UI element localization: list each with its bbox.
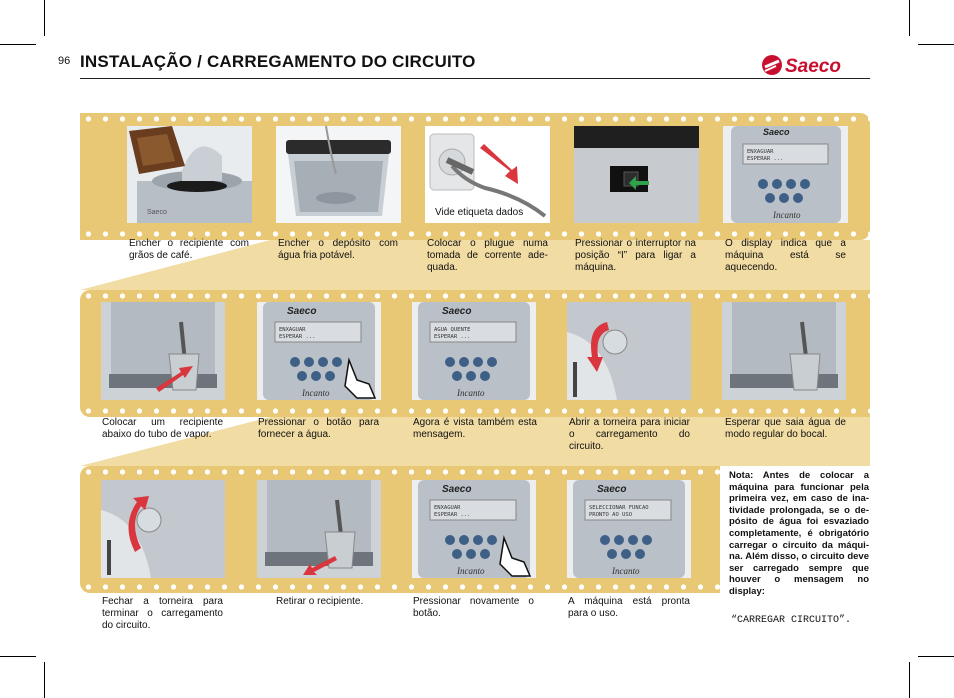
page-number: 96: [58, 55, 71, 67]
svg-text:Saeco: Saeco: [442, 306, 472, 317]
caption-step-3: Colocar o plugue numa tomada de corrente ade-quada.: [427, 238, 548, 273]
caption-step-13: Pressionar novamente o botão.: [413, 596, 534, 619]
svg-text:Incanto: Incanto: [612, 566, 640, 576]
svg-text:ENXAGUAR: ENXAGUAR: [747, 149, 774, 155]
svg-text:PRONTO AO USO: PRONTO AO USO: [589, 512, 633, 518]
photo-display-hot-water: [412, 302, 536, 400]
caption-step-9: Abrir a torneira para iniciar o carregamento do circuito.: [569, 417, 690, 452]
logo-wordmark: Saeco: [785, 56, 841, 77]
label-photo-vide-etiqueta: Vide etiqueta dados: [435, 207, 524, 218]
caption-step-4: Pressionar o interruptor na posição “I” para ligar a máquina.: [575, 238, 696, 273]
photo-fill-beans: [127, 126, 252, 223]
photo-press-water-button: [257, 302, 381, 400]
svg-text:ESPERAR ...: ESPERAR ...: [279, 334, 316, 340]
svg-text:Saeco: Saeco: [597, 484, 627, 495]
photo-open-tap: [567, 302, 691, 400]
svg-text:Saeco: Saeco: [763, 127, 790, 137]
svg-text:AGUA QUENTE: AGUA QUENTE: [434, 327, 471, 333]
svg-text:Saeco: Saeco: [442, 484, 472, 495]
svg-text:ESPERAR ...: ESPERAR ...: [434, 334, 471, 340]
photo-remove-container: [257, 480, 381, 578]
svg-text:ESPERAR ...: ESPERAR ...: [434, 512, 471, 518]
caption-step-11: Fechar a torneira para terminar o carregamento do circuito.: [102, 596, 223, 631]
photo-press-button-again: [412, 480, 536, 578]
svg-text:Incanto: Incanto: [457, 566, 485, 576]
caption-step-12: Retirar o recipiente.: [276, 596, 364, 607]
caption-step-6: Colocar um recipiente abaixo do tubo de vapor.: [102, 417, 223, 440]
svg-text:Incanto: Incanto: [457, 388, 485, 398]
photo-close-tap: [101, 480, 225, 578]
svg-text:ENXAGUAR: ENXAGUAR: [434, 505, 461, 511]
note-display-message: “CARREGAR CIRCUITO”.: [731, 615, 852, 626]
caption-step-5: O display indica que a máquina está se aquecendo.: [725, 238, 846, 273]
svg-text:Incanto: Incanto: [773, 210, 801, 220]
photo-container-under-steam: [101, 302, 225, 400]
photo-fill-water: [276, 126, 401, 223]
page-title: INSTALAÇÃO / CARREGAMENTO DO CIRCUITO: [80, 52, 476, 71]
photo-water-flowing: [722, 302, 846, 400]
photo-plug: [425, 126, 550, 223]
svg-text:Saeco: Saeco: [147, 209, 167, 216]
note-text: Nota: Antes de colocar a máquina para funcionar pela primeira vez, em caso de ina-tividade prolongada, se o de-pósito de água foi esvaziado completamente, é obrigatório carregar o circuito da máqui-na. Além disso, o circuito deve ser carregado sempre que houver o mensagem no display:: [729, 470, 869, 597]
svg-text:ESPERAR ...: ESPERAR ...: [747, 156, 784, 162]
svg-text:ENXAGUAR: ENXAGUAR: [279, 327, 306, 333]
svg-text:Saeco: Saeco: [287, 306, 317, 317]
caption-step-1: Encher o recipiente com grãos de café.: [129, 238, 249, 261]
photo-display-ready: [567, 480, 691, 578]
caption-step-8: Agora é vista também esta mensagem.: [413, 417, 537, 440]
svg-text:SELECCIONAR FUNCAO: SELECCIONAR FUNCAO: [589, 505, 649, 511]
caption-step-2: Encher o depósito com água fria potável.: [278, 238, 398, 261]
svg-text:Incanto: Incanto: [302, 388, 330, 398]
caption-step-14: A máquina está pronta para o uso.: [568, 596, 690, 619]
photo-power-switch: [574, 126, 699, 223]
caption-step-7: Pressionar o botão para fornecer a água.: [258, 417, 379, 440]
photo-display-rinse: [723, 126, 848, 223]
caption-step-10: Esperar que saia água de modo regular do bocal.: [725, 417, 846, 440]
